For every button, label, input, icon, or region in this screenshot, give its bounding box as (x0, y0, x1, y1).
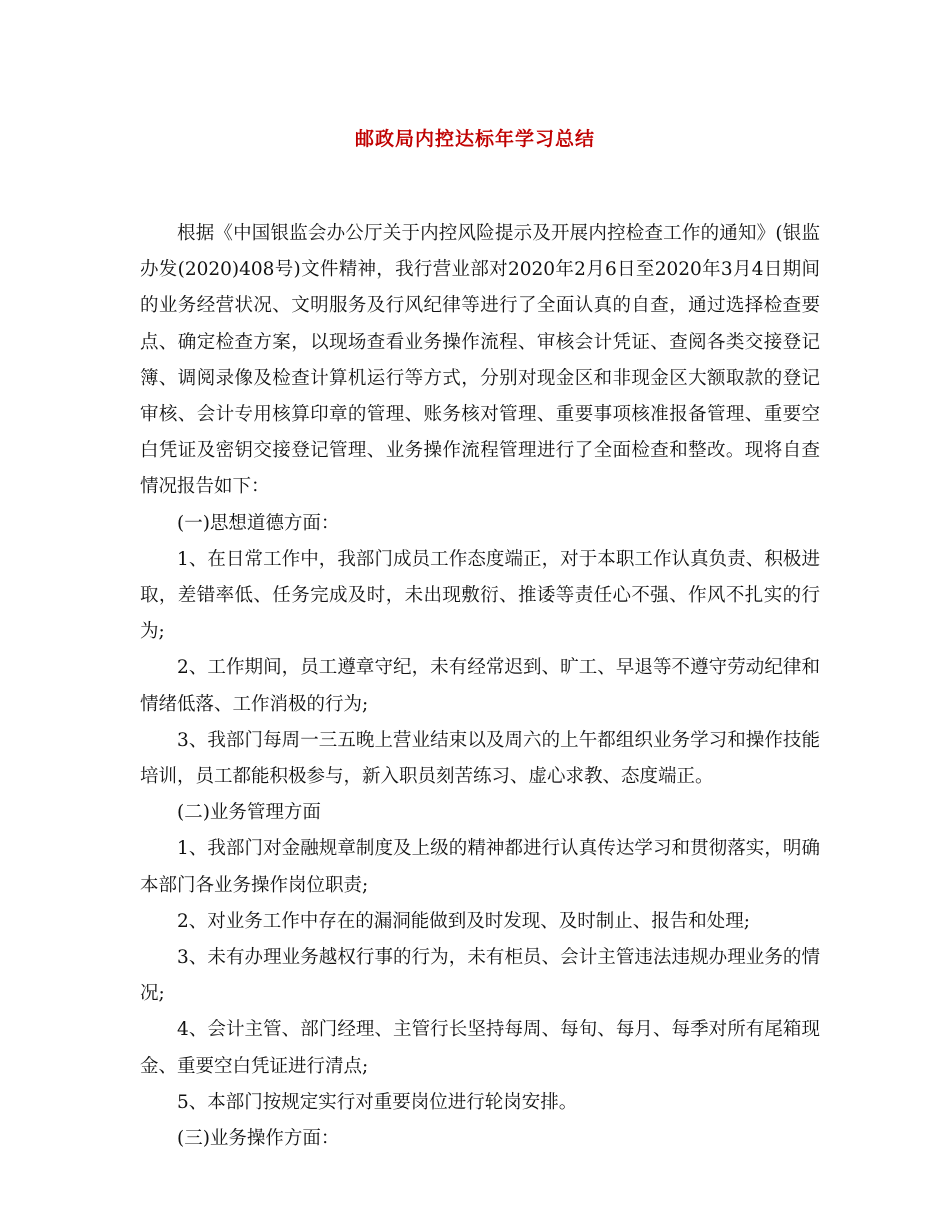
list-item: 2、工作期间，员工遵章守纪，未有经常迟到、旷工、早退等不遵守劳动纪律和情绪低落、工作消极的行为; (140, 657, 820, 715)
document-body (140, 216, 820, 1157)
list-item: 4、会计主管、部门经理、主管行长坚持每周、每旬、每月、每季对所有尾箱现金、重要空白凭证进行清点; (140, 1019, 820, 1077)
document-title: 邮政局内控达标年学习总结 (354, 128, 595, 150)
list-item: 5、本部门按规定实行对重要岗位进行轮岗安排。 (177, 1091, 578, 1113)
list-item: 2、对业务工作中存在的漏洞能做到及时发现、及时制止、报告和处理; (177, 910, 751, 932)
section-heading-business-management: (二)业务管理方面 (177, 802, 321, 824)
list-item: 1、我部门对金融规章制度及上级的精神都进行认真传达学习和贯彻落实，明确本部门各业务操作岗位职责; (140, 838, 820, 896)
list-item: 1、在日常工作中，我部门成员工作态度端正，对于本职工作认真负责、积极进取，差错率低、任务完成及时，未出现敷衍、推诿等责任心不强、作风不扎实的行为; (140, 548, 820, 643)
section-heading-ideology: (一)思想道德方面： (177, 512, 340, 534)
list-item: 3、我部门每周一三五晚上营业结束以及周六的上午都组织业务学习和操作技能培训，员工都能积极参与，新入职员刻苦练习、虚心求教、态度端正。 (140, 729, 820, 788)
list-item: 3、未有办理业务越权行事的行为，未有柜员、会计主管违法违规办理业务的情况; (140, 947, 820, 1005)
intro-paragraph: 根据《中国银监会办公厅关于内控风险提示及开展内控检查工作的通知》(银监办发(2020)408号)文件精神，我行营业部对2020年2月6日至2020年3月4日期间的业务经营状况、文明服务及行风纪律等进行了全面认真的自查，通过选择检查要点、确定检查方案，以现场查看业务操作流程、审核会计凭证、查阅各类交接登记簿、调阅录像及检查计算机运行等方式，分别对现金区和非现金区大额取款的登记审核、会计专用核算印章的管理、账务核对管理、重要事项核准报备管理、重要空白凭证及密钥交接登记管理、业务操作流程管理进行了全面检查和整改。现将自查情况报告如下： (140, 223, 820, 498)
section-heading-business-operation: (三)业务操作方面： (177, 1128, 340, 1150)
